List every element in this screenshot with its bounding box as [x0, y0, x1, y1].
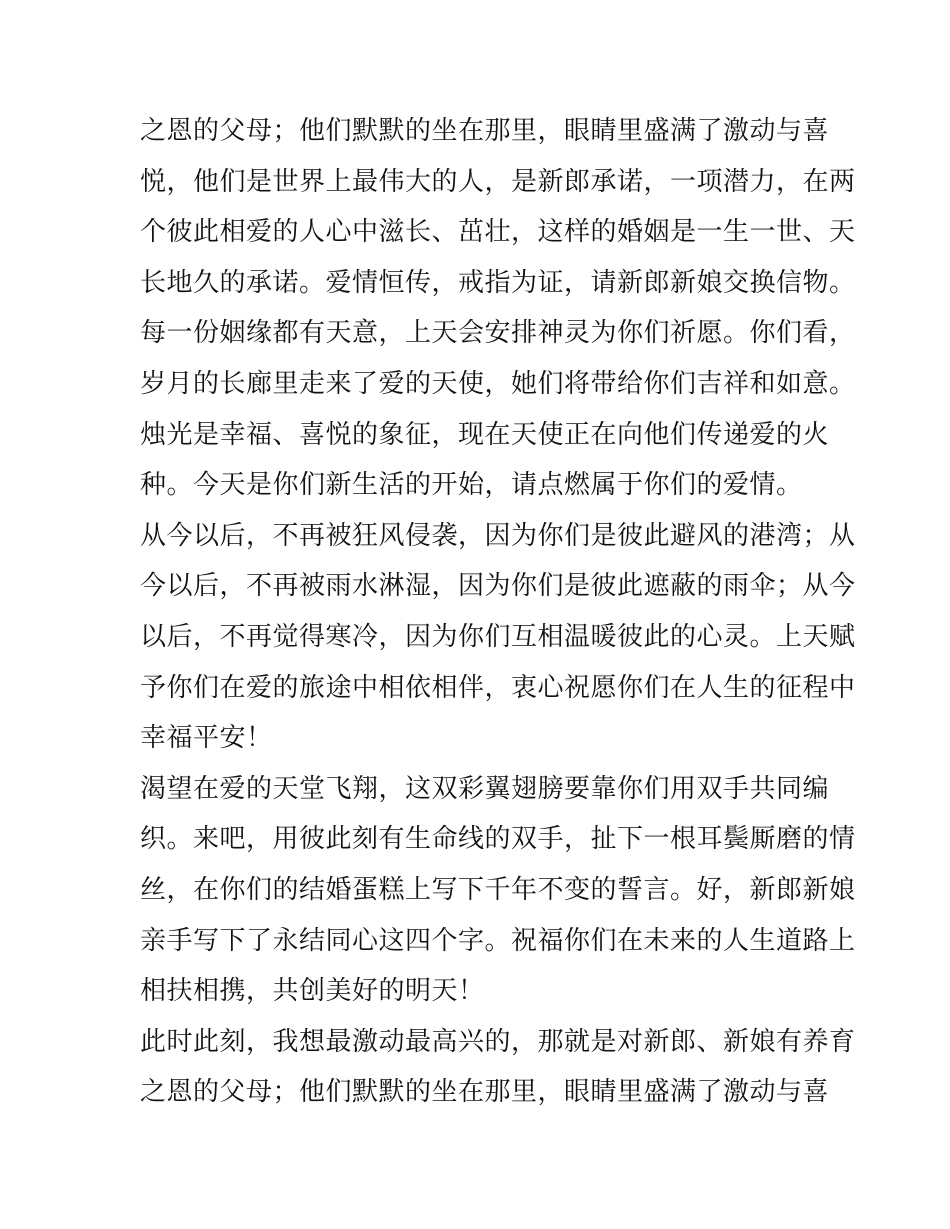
text-line: 之恩的父母；他们默默的坐在那里，眼睛里盛满了激动与喜	[140, 1077, 830, 1108]
text-line: 悦，他们是世界上最伟大的人，是新郎承诺，一项潜力，在两	[140, 166, 856, 197]
text-line: 亲手写下了永结同心这四个字。祝福你们在未来的人生道路上	[140, 925, 856, 956]
text-line: 每一份姻缘都有天意，上天会安排神灵为你们祈愿。你们看，	[140, 318, 856, 349]
text-line: 从今以后，不再被狂风侵袭，因为你们是彼此避风的港湾；从	[140, 520, 856, 551]
text-line: 相扶相携，共创美好的明天！	[140, 976, 485, 1007]
document-body	[140, 106, 856, 1118]
text-line: 种。今天是你们新生活的开始，请点燃属于你们的爱情。	[140, 470, 803, 501]
text-line: 长地久的承诺。爱情恒传，戒指为证，请新郎新娘交换信物。	[140, 267, 856, 298]
text-line: 个彼此相爱的人心中滋长、茁壮，这样的婚姻是一生一世、天	[140, 217, 856, 248]
text-line: 以后，不再觉得寒冷，因为你们互相温暖彼此的心灵。上天赋	[140, 621, 856, 652]
text-line: 之恩的父母；他们默默的坐在那里，眼睛里盛满了激动与喜	[140, 116, 830, 146]
text-line: 今以后，不再被雨水淋湿，因为你们是彼此遮蔽的雨伞；从今	[140, 571, 856, 602]
text-line: 丝，在你们的结婚蛋糕上写下千年不变的誓言。好，新郎新娘	[140, 874, 856, 905]
text-line: 烛光是幸福、喜悦的象征，现在天使正在向他们传递爱的火	[140, 419, 830, 450]
text-line: 岁月的长廊里走来了爱的天使，她们将带给你们吉祥和如意。	[140, 368, 856, 399]
text-line: 渴望在爱的天堂飞翔，这双彩翼翅膀要靠你们用双手共同编	[140, 773, 830, 804]
text-line: 幸福平安！	[140, 723, 273, 754]
text-line: 织。来吧，用彼此刻有生命线的双手，扯下一根耳鬓厮磨的情	[140, 824, 856, 855]
text-line: 此时此刻，我想最激动最高兴的，那就是对新郎、新娘有养育	[140, 1026, 856, 1057]
text-line: 予你们在爱的旅途中相依相伴，衷心祝愿你们在人生的征程中	[140, 672, 856, 703]
